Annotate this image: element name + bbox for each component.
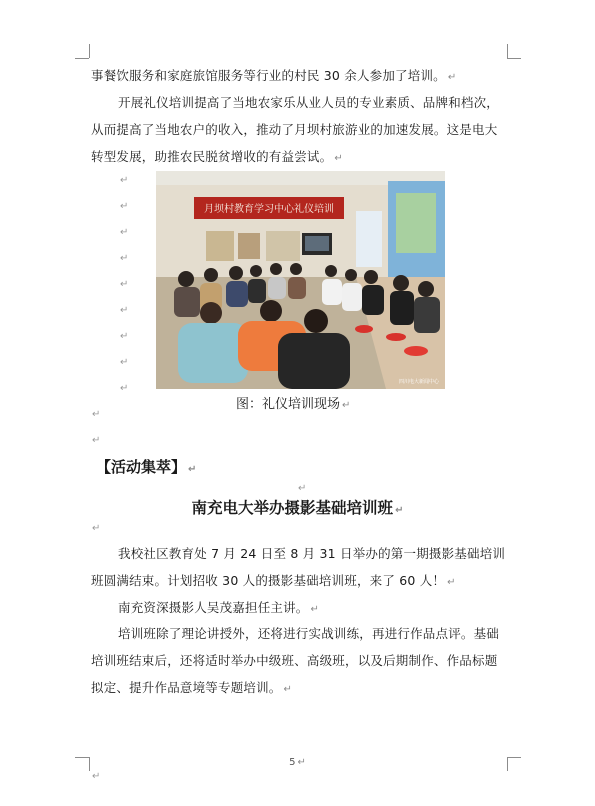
paragraph-mark: ↵ xyxy=(120,253,129,264)
paragraph-mark: ↵ xyxy=(120,227,129,238)
paragraph-mark: ↵ xyxy=(334,153,343,164)
paragraph-mark: ↵ xyxy=(120,279,129,290)
paragraph-mark: ↵ xyxy=(447,577,456,588)
crop-mark-top-left xyxy=(89,44,90,58)
paragraph-mark: ↵ xyxy=(92,435,101,446)
article-paragraph-3-text: 培训班除了理论讲授外，还将进行实战训练，再进行作品点评。基础培训班结束后，还将适时举办中级班、高级班，以及后期制作、作品标题拟定、提升作品意境等专题培训。 xyxy=(91,626,500,695)
paragraph-mark: ↵ xyxy=(120,305,129,316)
paragraph-mark: ↵ xyxy=(395,505,404,516)
paragraph-mark: ↵ xyxy=(297,757,306,768)
article-paragraph-1-text: 我校社区教育处 7 月 24 日至 8 月 31 日举办的第一期摄影基础培训班圆满结束。计划招收 30 人的摄影基础培训班，来了 60 人！ xyxy=(91,546,506,588)
article-paragraph-2 xyxy=(91,594,509,623)
paragraph-mark: ↵ xyxy=(283,684,293,695)
body-paragraph-2-text: 开展礼仪培训提高了当地农家乐从业人员的专业素质、品牌和档次，从而提高了当地农户的收入，推动了月坝村旅游业的加速发展。这是电大转型发展，助推农民脱贫增收的有益尝试。 xyxy=(91,95,500,164)
article-title-text: 南充电大举办摄影基础培训班 xyxy=(191,499,394,517)
body-paragraph-1-text: 事餐饮服务和家庭旅馆服务等行业的村民 30 余人参加了培训。 xyxy=(91,68,446,83)
paragraph-mark: ↵ xyxy=(120,383,129,394)
photo-caption-text: 图：礼仪培训现场 xyxy=(236,397,341,412)
paragraph-mark: ↵ xyxy=(447,72,457,83)
training-photo-illustration xyxy=(156,171,445,389)
page-number xyxy=(0,757,595,768)
photo-caption xyxy=(236,395,350,416)
crop-mark-top-left-h xyxy=(75,58,89,59)
paragraph-mark: ↵ xyxy=(120,331,129,342)
paragraph-mark: ↵ xyxy=(92,409,101,420)
banner-text: 月坝村教育学习中心礼仪培训 xyxy=(204,204,334,215)
paragraph-mark: ↵ xyxy=(298,483,307,494)
article-title xyxy=(0,496,595,523)
article-paragraph-2-text: 南充资深摄影人吴茂嘉担任主讲。 xyxy=(118,600,309,615)
paragraph-mark: ↵ xyxy=(92,523,101,534)
crop-mark-top-right-h xyxy=(507,58,521,59)
paragraph-mark: ↵ xyxy=(92,771,101,782)
paragraph-mark: ↵ xyxy=(310,604,320,615)
paragraph-mark: ↵ xyxy=(120,201,129,212)
training-photo xyxy=(156,171,445,389)
body-paragraph-1 xyxy=(91,62,509,91)
paragraph-mark: ↵ xyxy=(342,400,351,411)
paragraph-mark: ↵ xyxy=(120,175,129,186)
paragraph-mark: ↵ xyxy=(188,464,197,475)
section-heading-text: 【活动集萃】 xyxy=(96,458,187,476)
section-heading xyxy=(96,456,196,481)
article-paragraph-3 xyxy=(91,620,509,703)
page-number-text: 5 xyxy=(289,757,296,768)
crop-mark-top-right xyxy=(507,44,508,58)
paragraph-mark: ↵ xyxy=(120,357,129,368)
article-paragraph-1 xyxy=(91,540,509,596)
photo-watermark: 四川电大新闻中心 xyxy=(398,379,439,385)
body-paragraph-2 xyxy=(91,89,509,172)
